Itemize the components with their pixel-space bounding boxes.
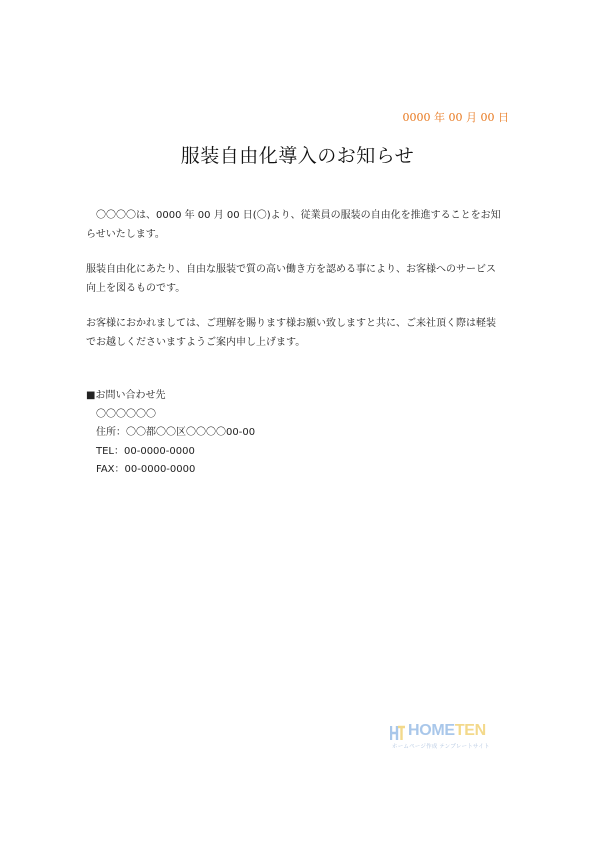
document-title: 服装自由化導入のお知らせ (180, 145, 415, 167)
paragraph-line: らせいたします。 (86, 229, 165, 240)
contact-fax: FAX：00-0000-0000 (96, 464, 196, 475)
hometen-logo-icon (390, 724, 406, 741)
contact-company: 〇〇〇〇〇〇 (96, 408, 156, 420)
contact-heading: ■お問い合わせ先 (86, 390, 166, 401)
document-date: 0000 年 00 月 00 日 (402, 111, 509, 124)
hometen-logo-text (408, 722, 486, 740)
paragraph-line: 向上を図るものです。 (86, 283, 186, 294)
logo-tagline: ホームページ作成 テンプレートサイト (392, 744, 490, 750)
paragraph-line: お客様におかれましては、ご理解を賜ります様お願い致しますと共に、ご来社頂く際は軽装 (86, 318, 496, 329)
contact-address: 住所：〇〇都〇〇区〇〇〇〇00-00 (96, 427, 256, 438)
logo-home-text: HOME (408, 722, 455, 739)
logo-ten-text: TEN (454, 722, 486, 739)
contact-block (86, 387, 255, 480)
paragraph-line: 服装自由化にあたり、自由な服装で質の高い働き方を認める事により、お客様へのサービス (86, 264, 496, 275)
paragraph-purpose (86, 260, 556, 298)
contact-tel: TEL：00-0000-0000 (96, 445, 195, 457)
document-body (86, 206, 556, 368)
hometen-watermark-logo (390, 722, 515, 754)
paragraph-line: 〇〇〇〇は、0000 年 00 月 00 日(〇)より、従業員の服装の自由化を推進することをお知 (96, 210, 501, 221)
paragraph-request (86, 314, 556, 352)
paragraph-line: でお越しくださいますようご案内申し上げます。 (86, 337, 306, 348)
paragraph-announcement (86, 206, 556, 244)
